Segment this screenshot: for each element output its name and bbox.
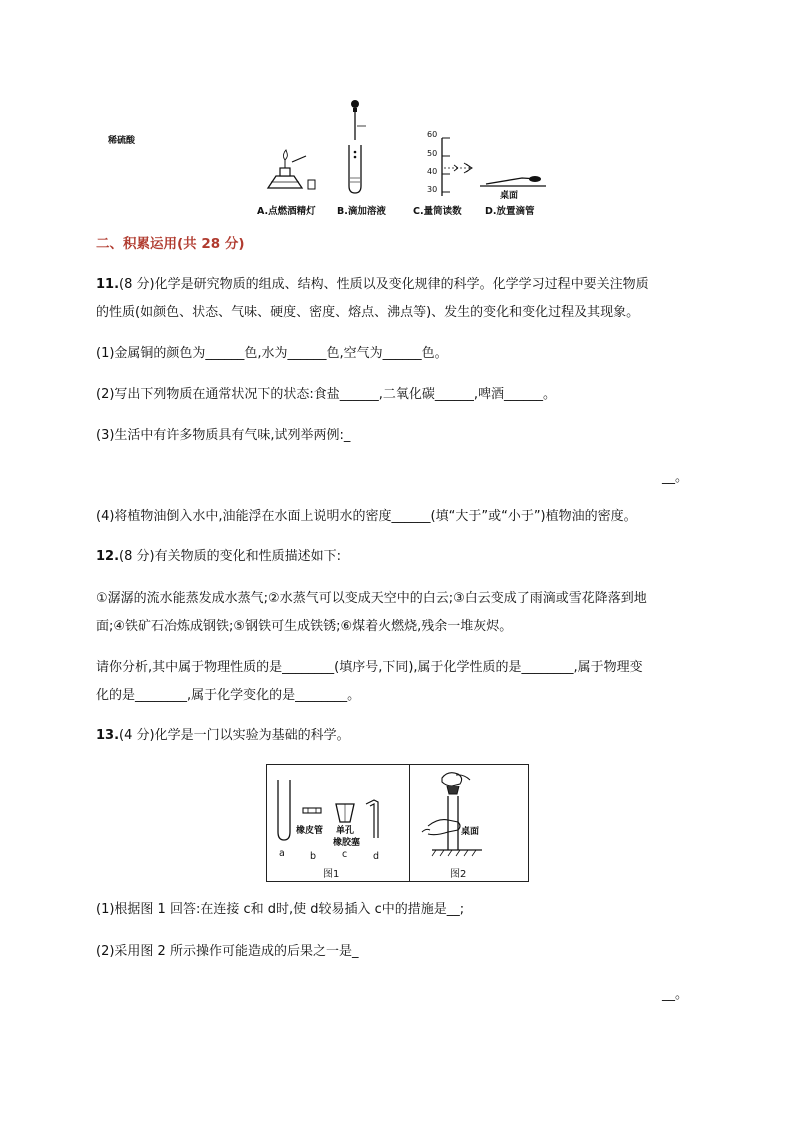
- rubber-tube-b: [303, 808, 321, 813]
- q13-intro: [96, 727, 350, 745]
- caption-d: D.放置滴管: [485, 206, 535, 217]
- caption-b: B.滴加溶液: [337, 206, 386, 217]
- desk-label-figure-2: 桌面: [461, 827, 480, 837]
- cylinder-tick-40: 40: [427, 167, 438, 176]
- q11-part-2: (2)写出下列物质在通常状况下的状态:食盐______,二氧化碳______,啤酒______。: [96, 387, 557, 402]
- caption-a: A.点燃酒精灯: [257, 206, 316, 217]
- letter-a: a: [279, 848, 285, 859]
- q13-part-2: (2)采用图 2 所示操作可能造成的后果之一是_: [96, 944, 359, 959]
- stopper-label-line-2: 橡胶塞: [333, 838, 361, 848]
- lab-operations-figure: [258, 96, 558, 200]
- q13-intro-text: 化学是一门以实验为基础的科学。: [154, 728, 350, 743]
- q12-intro: [96, 548, 341, 566]
- cylinder-tick-30: 30: [427, 185, 438, 194]
- q13-score: (4 分): [119, 728, 155, 743]
- q13-number: 13.: [96, 728, 120, 743]
- section-heading: 二、积累运用(共 28 分): [96, 236, 245, 252]
- letter-b: b: [310, 851, 317, 862]
- test-tube-a: [278, 780, 290, 840]
- letter-d: d: [373, 851, 380, 862]
- q12-question-line-1: 请你分析,其中属于物理性质的是________(填序号,下同),属于化学性质的是________,属于物理变: [96, 660, 643, 675]
- q12-statements-line-2: 面;④铁矿石冶炼成钢铁;⑤钢铁可生成铁锈;⑥煤着火燃烧,残余一堆灰烬。: [96, 619, 513, 634]
- stopper-label-line-1: 单孔: [336, 826, 355, 836]
- cylinder-tick-60: 60: [427, 130, 438, 139]
- q12-score: (8 分): [119, 549, 155, 564]
- q11-part-3-end: __。: [662, 470, 689, 485]
- q11-intro-text: 化学是研究物质的组成、结构、性质以及变化规律的科学。化学学习过程中要关注物质: [154, 277, 649, 292]
- q11-part-4: (4)将植物油倒入水中,油能浮在水面上说明水的密度______(填“大于”或“小于”)植物油的密度。: [96, 509, 637, 524]
- q13-figure-1-drawing: [268, 766, 408, 876]
- glass-tube-d: [366, 800, 378, 838]
- figure-1-label: 图1: [323, 869, 340, 880]
- acid-label: 稀硫酸: [108, 136, 136, 146]
- dropper-on-desk-drawing: [480, 176, 546, 186]
- dropper-and-test-tube-drawing: [349, 100, 366, 193]
- q11-score: (8 分): [119, 277, 155, 292]
- desk-label: 桌面: [500, 191, 519, 201]
- alcohol-lamp-drawing: [268, 150, 315, 189]
- q11-part-3: (3)生活中有许多物质具有气味,试列举两例:_: [96, 428, 351, 443]
- q13-figure-2-drawing: [412, 766, 524, 876]
- q11-part-1: (1)金属铜的颜色为______色,水为______色,空气为______色。: [96, 346, 448, 361]
- figure-2-label: 图2: [450, 869, 467, 880]
- q11-intro-line-2: 的性质(如颜色、状态、气味、硬度、密度、熔点、沸点等)、发生的变化和变化过程及其现象。: [96, 305, 640, 320]
- cylinder-tick-50: 50: [427, 149, 438, 158]
- q13-figure-divider: [409, 764, 410, 882]
- q12-intro-text: 有关物质的变化和性质描述如下:: [154, 549, 341, 564]
- q11-number: 11.: [96, 277, 120, 292]
- caption-c: C.量筒读数: [413, 206, 462, 217]
- q13-part-2-end: __。: [662, 987, 689, 1002]
- q12-number: 12.: [96, 549, 120, 564]
- graduated-cylinder-drawing: [442, 138, 472, 196]
- q13-part-1: (1)根据图 1 回答:在连接 c和 d时,使 d较易插入 c中的措施是__;: [96, 902, 465, 917]
- q12-question-line-2: 化的是________,属于化学变化的是________。: [96, 688, 361, 703]
- letter-c: c: [342, 849, 348, 860]
- q11-intro-line-1: [96, 276, 649, 294]
- rubber-tube-label: 橡皮管: [296, 826, 324, 836]
- q12-statements-line-1: ①潺潺的流水能蒸发成水蒸气;②水蒸气可以变成天空中的白云;③白云变成了雨滴或雪花降落到地: [96, 591, 647, 606]
